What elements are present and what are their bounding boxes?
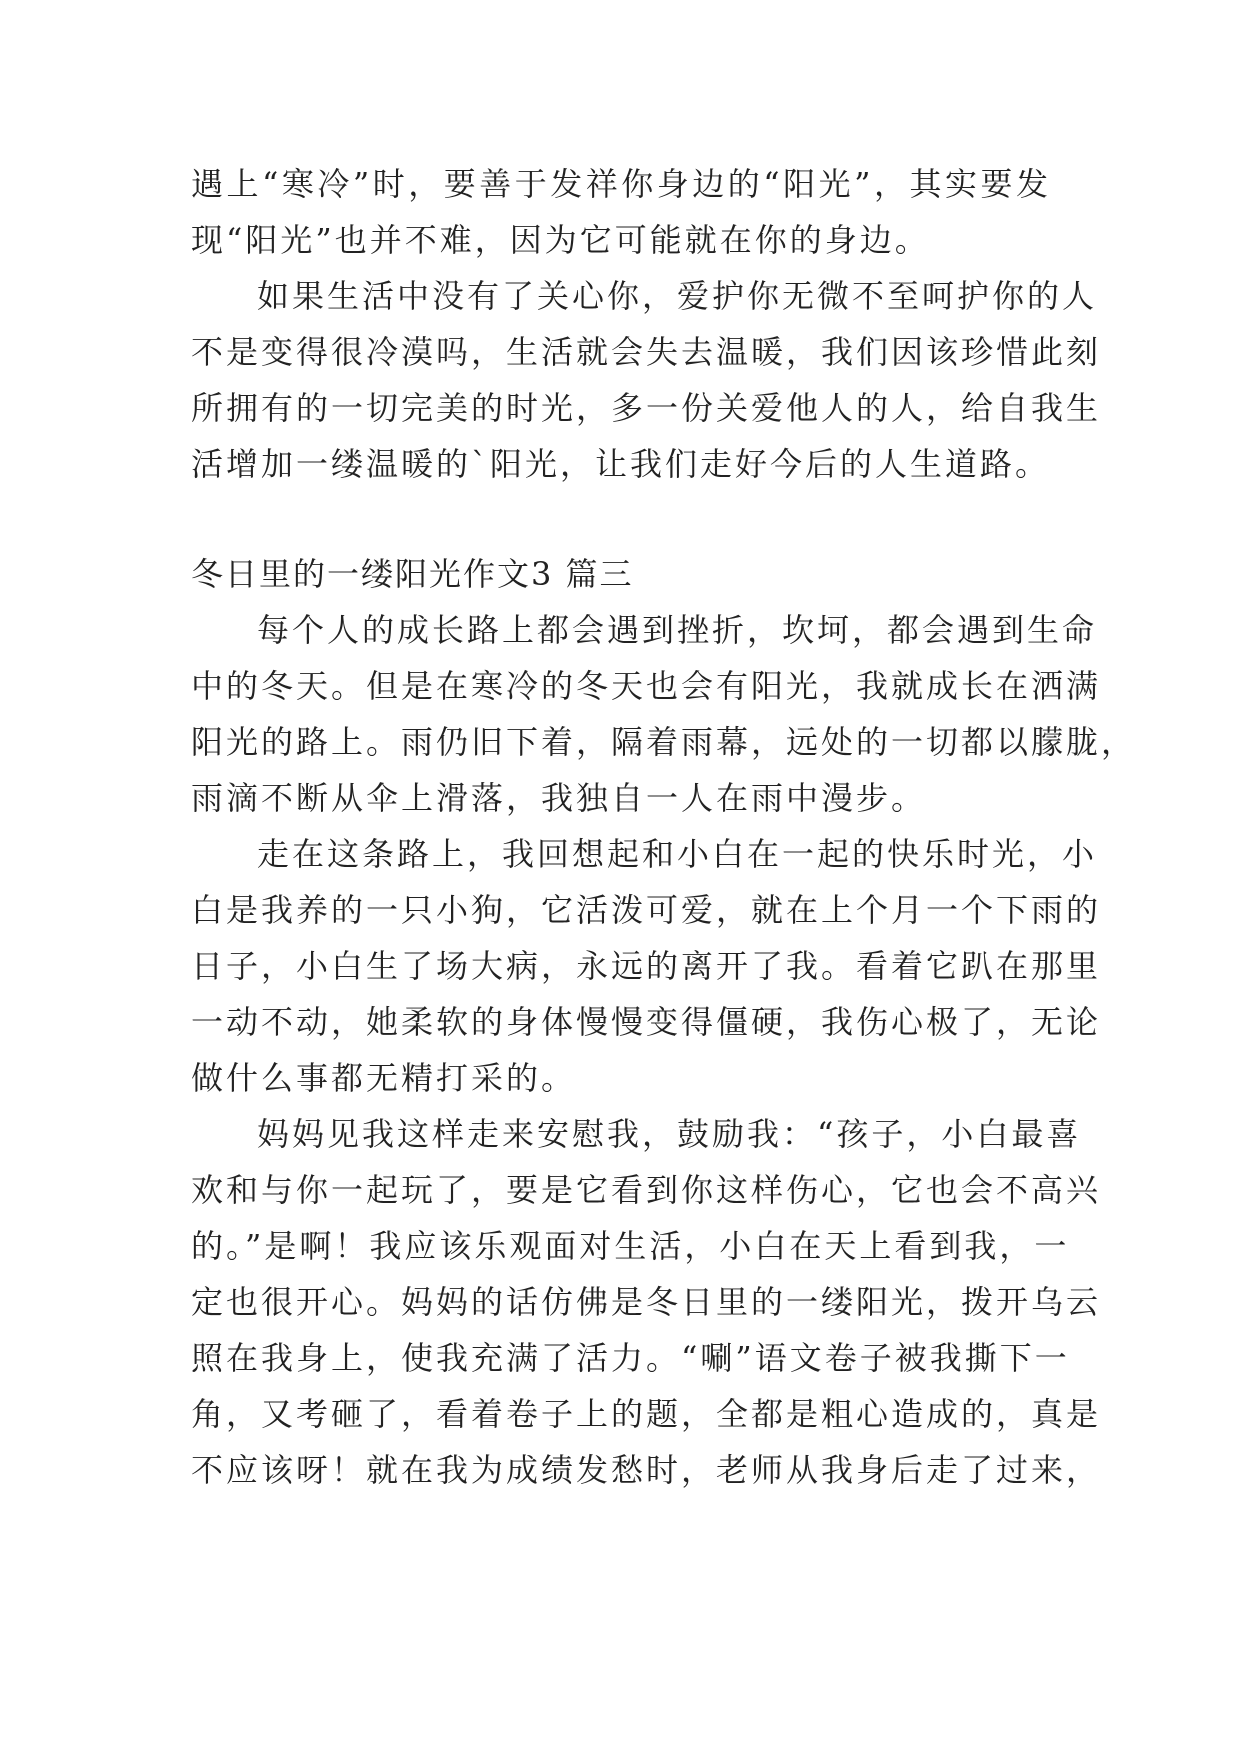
- text-line: 欢和与你一起玩了，要是它看到你这样伤心，它也会不高兴: [191, 1171, 1102, 1209]
- text-line: 照在我身上，使我充满了活力。“唰”语文卷子被我撕下一: [191, 1339, 1070, 1377]
- text-line: 一动不动，她柔软的身体慢慢变得僵硬，我伤心极了，无论: [191, 1003, 1102, 1041]
- text-line: 白是我养的一只小狗，它活泼可爱，就在上个月一个下雨的: [191, 891, 1102, 929]
- text-line: 现“阳光”也并不难，因为它可能就在你的身边。: [191, 221, 930, 259]
- text-line: 活增加一缕温暖的`阳光，让我们走好今后的人生道路。: [191, 445, 1051, 483]
- text-line: 妈妈见我这样走来安慰我，鼓励我：“孩子，小白最喜: [257, 1115, 1082, 1153]
- text-line: 每个人的成长路上都会遇到挫折，坎坷，都会遇到生命: [257, 611, 1098, 649]
- text-line: 阳光的路上。雨仍旧下着，隔着雨幕，远处的一切都以朦胧，: [191, 723, 1137, 761]
- text-line: 遇上“寒冷”时，要善于发祥你身边的“阳光”，其实要发: [191, 165, 1051, 203]
- text-line: 所拥有的一切完美的时光，多一份关爱他人的人，给自我生: [191, 389, 1102, 427]
- document-body: [191, 156, 1137, 1498]
- text-line: 雨滴不断从伞上滑落，我独自一人在雨中漫步。: [191, 779, 927, 817]
- text-line: 做什么事都无精打采的。: [191, 1059, 577, 1097]
- text-line: 如果生活中没有了关心你，爱护你无微不至呵护你的人: [257, 277, 1098, 315]
- text-line: 日子，小白生了场大病，永远的离开了我。看着它趴在那里: [191, 947, 1102, 985]
- text-line: 走在这条路上，我回想起和小白在一起的快乐时光，小: [257, 835, 1098, 873]
- section-heading: 冬日里的一缕阳光作文3 篇三: [191, 555, 634, 593]
- text-line: 定也很开心。妈妈的话仿佛是冬日里的一缕阳光，拨开乌云: [191, 1283, 1102, 1321]
- text-line: 中的冬天。但是在寒冷的冬天也会有阳光，我就成长在洒满: [191, 667, 1102, 705]
- text-line: 角，又考砸了，看着卷子上的题，全都是粗心造成的，真是: [191, 1395, 1102, 1433]
- section-gap: [191, 492, 1051, 546]
- text-line: 的。”是啊！我应该乐观面对生活，小白在天上看到我，一: [191, 1227, 1070, 1265]
- text-line: 不应该呀！就在我为成绩发愁时，老师从我身后走了过来，: [191, 1451, 1102, 1489]
- text-line: 不是变得很冷漠吗，生活就会失去温暖，我们因该珍惜此刻: [191, 333, 1102, 371]
